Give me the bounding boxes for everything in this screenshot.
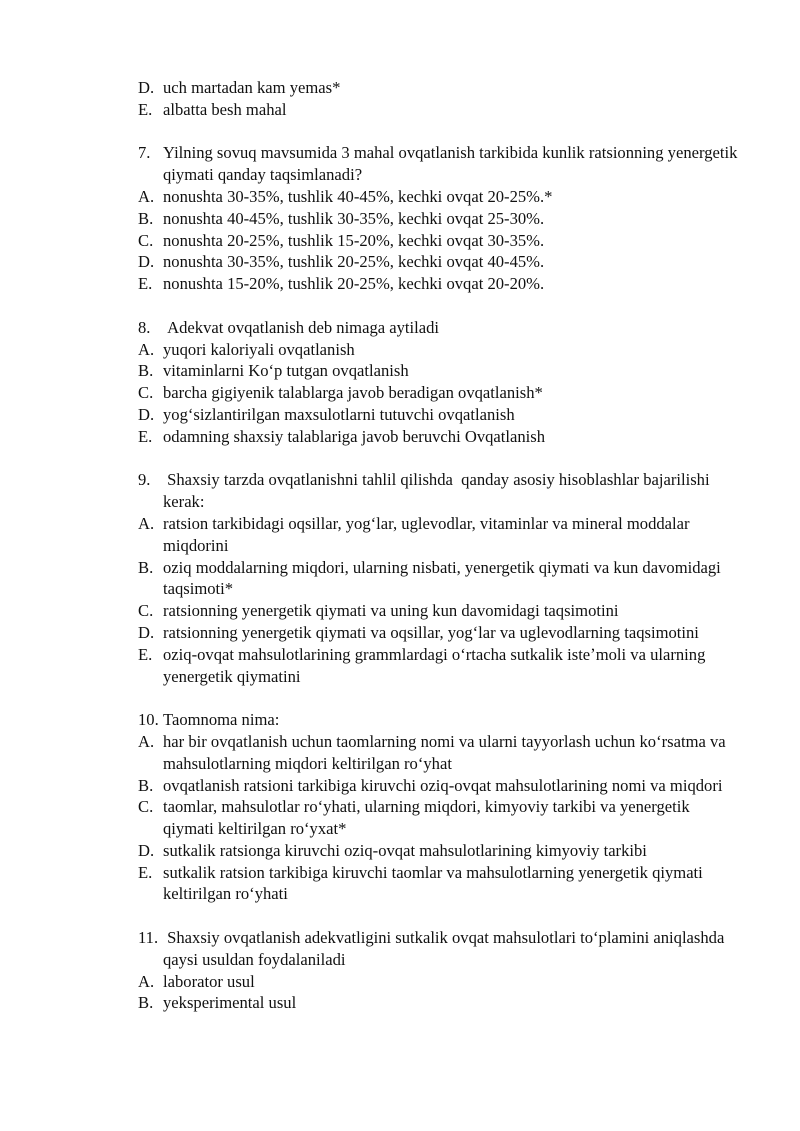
option-label: yeksperimental usul [163, 993, 297, 1013]
option-label: laborator usul [163, 971, 255, 991]
option-label: ratsionning yenergetik qiymati va oqsillar, yogʻlar va uglevodlarning taqsimotini [163, 622, 699, 642]
option-letter: E. [138, 644, 153, 664]
answer-option [138, 557, 738, 601]
option-label: nonushta 20-25%, tushlik 15-20%, kechki ovqat 30-35%. [163, 230, 545, 250]
option-letter: C. [138, 797, 154, 817]
answer-option [138, 622, 738, 644]
option-letter: E. [138, 426, 153, 446]
option-letter: A. [138, 731, 155, 751]
question-number: 9. [138, 470, 151, 490]
question-label: Shaxsiy ovqatlanish adekvatligini sutkalik ovqat mahsulotlari toʻplamini aniqlashda qaysi usuldan foydalaniladi [163, 928, 729, 969]
option-label: barcha gigiyenik talablarga javob beradigan ovqatlanish* [163, 383, 543, 403]
question-label: Shaxsiy tarzda ovqatlanishni tahlil qilishda qanday asosiy hisoblashlar bajarilishi kerak: [163, 470, 714, 512]
option-label: sutkalik ratsionga kiruvchi oziq-ovqat mahsulotlarining kimyoviy tarkibi [163, 840, 647, 860]
answer-option [138, 731, 738, 775]
answer-option [138, 251, 738, 273]
answer-option [138, 382, 738, 404]
paragraph-gap [138, 295, 738, 317]
answer-option [138, 230, 738, 252]
paragraph-gap [138, 121, 738, 143]
answer-option [138, 186, 738, 208]
option-letter: E. [138, 274, 153, 294]
option-label: sutkalik ratsion tarkibiga kiruvchi taomlar va mahsulotlarning yenergetik qiymati keltirilgan roʻyhati [163, 862, 707, 904]
option-label: oziq-ovqat mahsulotlarining grammlardagi oʻrtacha sutkalik isteʼmoli va ularning yenergetik qiymatini [163, 644, 710, 686]
option-letter: A. [138, 186, 155, 206]
paragraph-gap [138, 905, 738, 927]
option-label: ratsion tarkibidagi oqsillar, yogʻlar, uglevodlar, vitaminlar va mineral moddalar miqdorini [163, 513, 694, 555]
option-label: taomlar, mahsulotlar roʻyhati, ularning miqdori, kimyoviy tarkibi va yenergetik qiymati keltirilgan roʻyxat* [163, 797, 694, 839]
question-number: 11. [138, 928, 159, 948]
option-letter: D. [138, 78, 155, 97]
option-label: uch martadan kam yemas* [163, 78, 341, 97]
answer-option [138, 404, 738, 426]
paragraph-gap [138, 687, 738, 709]
answer-option [138, 426, 738, 448]
option-letter: D. [138, 404, 155, 424]
answer-option [138, 77, 738, 99]
option-label: odamning shaxsiy talablariga javob beruvchi Ovqatlanish [163, 426, 546, 446]
question-number: 10. [138, 710, 159, 730]
question-label: Yilning sovuq mavsumida 3 mahal ovqatlanish tarkibida kunlik ratsionning yenergetik qiymati qanday taqsimlanadi? [163, 143, 742, 185]
option-label: oziq moddalarning miqdori, ularning nisbati, yenergetik qiymati va kun davomidagi taqsimoti* [163, 557, 725, 599]
option-letter: B. [138, 993, 154, 1013]
option-letter: A. [138, 971, 155, 991]
answer-option [138, 644, 738, 688]
answer-option [138, 796, 738, 840]
answer-option [138, 208, 738, 230]
option-letter: B. [138, 557, 154, 577]
option-label: nonushta 15-20%, tushlik 20-25%, kechki ovqat 20-20%. [163, 274, 545, 294]
option-letter: C. [138, 601, 154, 621]
option-letter: A. [138, 513, 155, 533]
answer-option [138, 273, 738, 295]
answer-option [138, 339, 738, 361]
answer-option [138, 775, 738, 797]
question-text [138, 142, 742, 186]
option-letter: B. [138, 361, 154, 381]
question-label: Taomnoma nima: [163, 710, 280, 730]
question-number: 8. [138, 317, 151, 337]
option-label: har bir ovqatlanish uchun taomlarning nomi va ularni tayyorlash uchun koʻrsatma va mahsulotlarning miqdori keltirilgan roʻyhat [163, 731, 730, 773]
question-text [138, 709, 738, 731]
paragraph-gap [138, 448, 738, 470]
option-letter: E. [138, 99, 153, 119]
option-letter: B. [138, 208, 154, 228]
answer-option [138, 971, 738, 993]
question-text [138, 317, 738, 339]
answer-option [138, 840, 738, 862]
option-letter: C. [138, 383, 154, 403]
option-label: ratsionning yenergetik qiymati va uning kun davomidagi taqsimotini [163, 601, 619, 621]
question-list [138, 77, 742, 1014]
option-label: yogʻsizlantirilgan maxsulotlarni tutuvchi ovqatlanish [163, 404, 515, 424]
option-label: nonushta 30-35%, tushlik 20-25%, kechki ovqat 40-45%. [163, 252, 545, 272]
question-label: Adekvat ovqatlanish deb nimaga aytiladi [163, 317, 440, 337]
question-number: 7. [138, 143, 151, 163]
option-letter: D. [138, 622, 155, 642]
question-text [138, 469, 738, 513]
answer-option [138, 600, 738, 622]
answer-option [138, 99, 738, 121]
answer-option [138, 513, 738, 557]
option-letter: B. [138, 775, 154, 795]
option-label: vitaminlarni Koʻp tutgan ovqatlanish [163, 361, 409, 381]
option-label: ovqatlanish ratsioni tarkibiga kiruvchi oziq-ovqat mahsulotlarining nomi va miqdori [163, 775, 723, 795]
answer-option [138, 360, 738, 382]
option-letter: A. [138, 339, 155, 359]
option-letter: C. [138, 230, 154, 250]
option-label: nonushta 30-35%, tushlik 40-45%, kechki ovqat 20-25%.* [163, 186, 553, 206]
option-letter: E. [138, 862, 153, 882]
option-label: albatta besh mahal [163, 99, 287, 119]
option-letter: D. [138, 252, 155, 272]
option-label: yuqori kaloriyali ovqatlanish [163, 339, 355, 359]
answer-option [138, 992, 738, 1014]
answer-option [138, 862, 738, 906]
option-letter: D. [138, 840, 155, 860]
option-label: nonushta 40-45%, tushlik 30-35%, kechki ovqat 25-30%. [163, 208, 545, 228]
question-text [138, 927, 738, 971]
